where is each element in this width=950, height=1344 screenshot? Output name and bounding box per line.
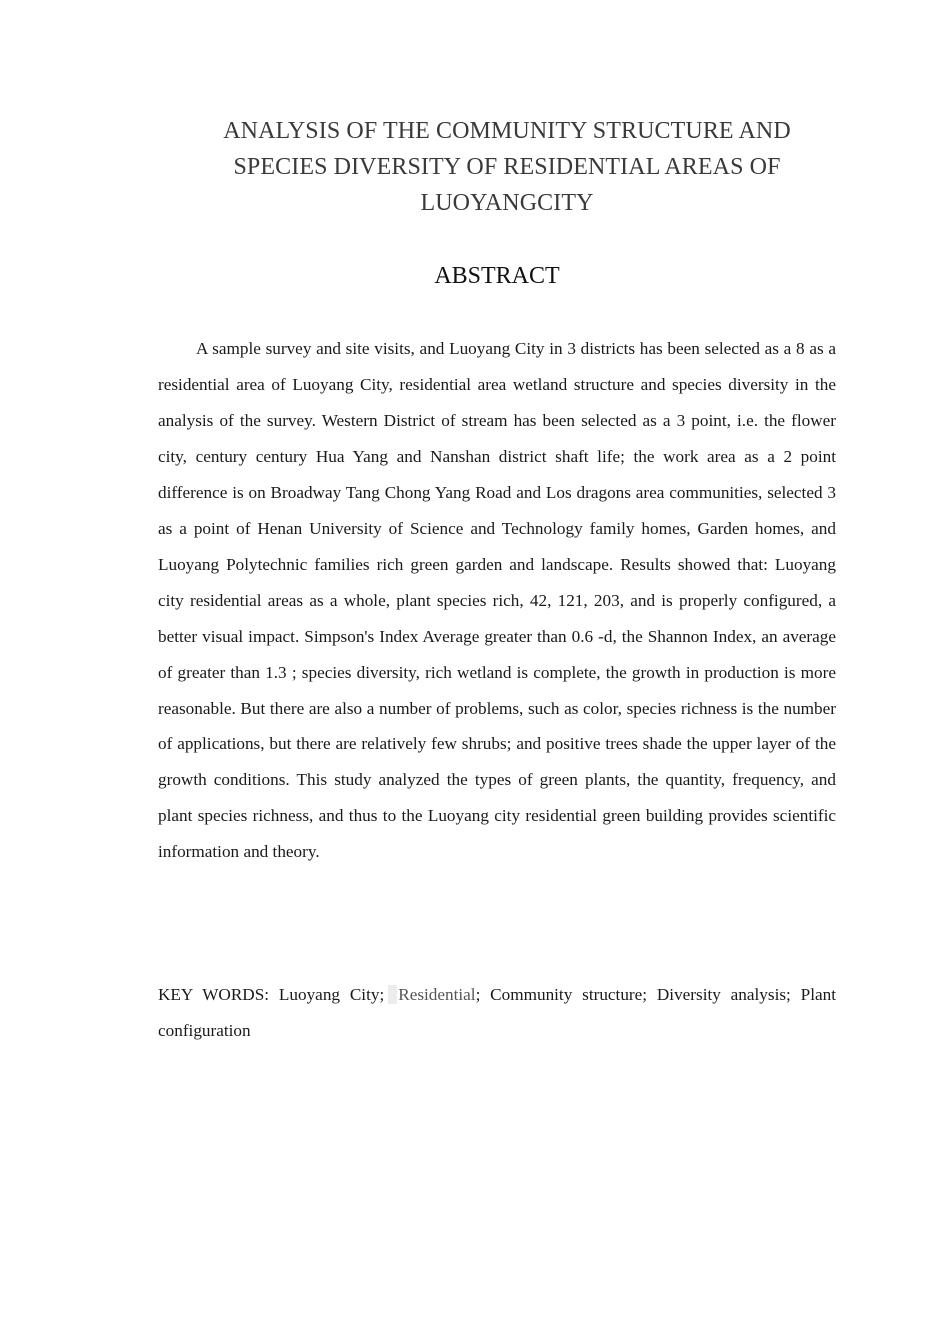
keyword-residential-highlight: Residential	[388, 985, 475, 1004]
title-line-1: ANALYSIS OF THE COMMUNITY STRUCTURE AND	[223, 118, 791, 144]
abstract-paragraph: A sample survey and site visits, and Luoyang City in 3 districts has been selected as a 8 as a residential area of Luoyang City, residential area wetland structure and species diversity in the analysis of the survey. Western District of stream has been selected as a 3 point, i.e. the flower city, century century Hua Yang and Nanshan district shaft life; the work area as a 2 point difference is on Broadway Tang Chong Yang Road and Los dragons area communities, selected 3 as a point of Henan University of Science and Technology family homes, Garden homes, and Luoyang Polytechnic families rich green garden and landscape. Results showed that: Luoyang city residential areas as a whole, plant species rich, 42, 121, 203, and is properly configured, a better visual impact. Simpson's Index Average greater than 0.6 -d, the Shannon Index, an average of greater than 1.3 ; species diversity, rich wetland is complete, the growth in production is more reasonable. But there are also a number of problems, such as color, species richness is the number of applications, but there are relatively few shrubs; and positive trees shade the upper layer of the growth conditions. This study analyzed the types of green plants, the quantity, frequency, and plant species richness, and thus to the Luoyang city residential green building provides scientific information and theory.	[158, 339, 836, 862]
abstract-heading: ABSTRACT	[434, 263, 560, 289]
title-line-3: LUOYANGCITY	[420, 190, 594, 216]
title-line-2: SPECIES DIVERSITY OF RESIDENTIAL AREAS OF	[233, 154, 781, 180]
keywords-rest: ; Community structure; Diversity analysis; Plant configuration	[158, 985, 836, 1040]
paper-title	[180, 113, 834, 221]
keyword-luoyang-city: Luoyang City;	[278, 985, 385, 1004]
keywords-label: KEY WORDS:	[158, 985, 270, 1004]
keywords-paragraph	[158, 977, 836, 1049]
